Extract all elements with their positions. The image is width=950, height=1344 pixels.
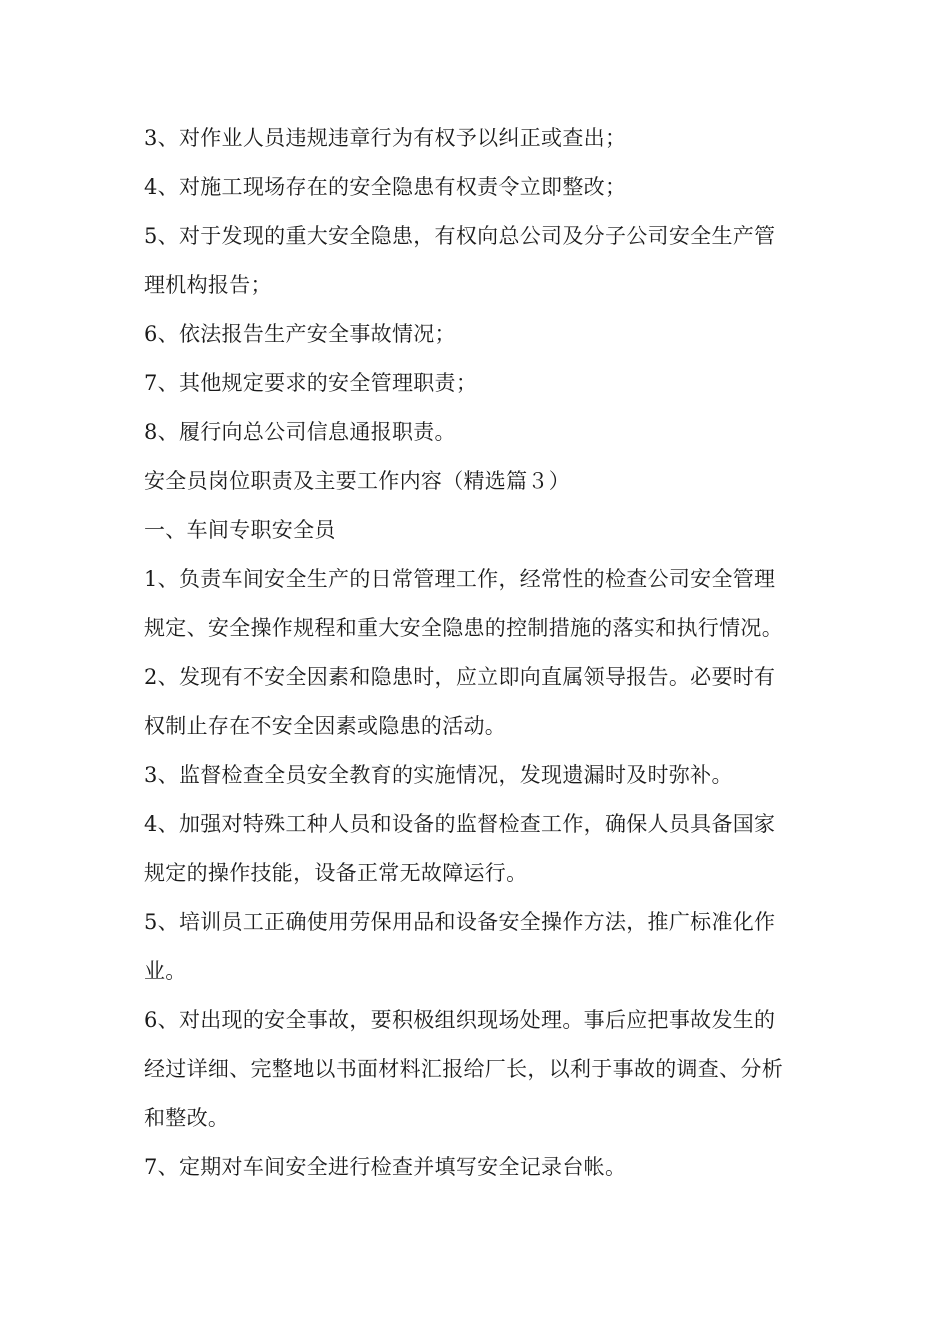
text-line: 7、其他规定要求的安全管理职责； <box>144 371 478 395</box>
text-line: 和整改。 <box>144 1106 230 1130</box>
text-line: 4、对施工现场存在的安全隐患有权责令立即整改； <box>144 175 627 199</box>
text-line: 8、履行向总公司信息通报职责。 <box>144 420 456 444</box>
text-line: 规定、安全操作规程和重大安全隐患的控制措施的落实和执行情况。 <box>144 616 783 640</box>
text-line: 权制止存在不安全因素或隐患的活动。 <box>144 714 507 738</box>
text-line: 3、对作业人员违规违章行为有权予以纠正或查出； <box>144 126 627 150</box>
section-heading: 安全员岗位职责及主要工作内容（精选篇３） <box>144 469 570 493</box>
text-line: 1、负责车间安全生产的日常管理工作，经常性的检查公司安全管理 <box>144 567 776 591</box>
text-line: 业。 <box>144 959 187 983</box>
text-line: 理机构报告； <box>144 273 272 297</box>
text-line: 3、监督检查全员安全教育的实施情况，发现遗漏时及时弥补。 <box>144 763 733 787</box>
text-line: 7、定期对车间安全进行检查并填写安全记录台帐。 <box>144 1155 627 1179</box>
subsection-heading: 一、车间专职安全员 <box>144 518 336 542</box>
document-body <box>144 114 824 1192</box>
text-line: 6、对出现的安全事故，要积极组织现场处理。事后应把事故发生的 <box>144 1008 776 1032</box>
text-line: 经过详细、完整地以书面材料汇报给厂长，以利于事故的调查、分析 <box>144 1057 783 1081</box>
text-line: 6、依法报告生产安全事故情况； <box>144 322 456 346</box>
text-line: 规定的操作技能，设备正常无故障运行。 <box>144 861 528 885</box>
text-line: 5、对于发现的重大安全隐患，有权向总公司及分子公司安全生产管 <box>144 224 776 248</box>
text-line: 2、发现有不安全因素和隐患时，应立即向直属领导报告。必要时有 <box>144 665 776 689</box>
text-line: 5、培训员工正确使用劳保用品和设备安全操作方法，推广标准化作 <box>144 910 776 934</box>
text-line: 4、加强对特殊工种人员和设备的监督检查工作，确保人员具备国家 <box>144 812 776 836</box>
